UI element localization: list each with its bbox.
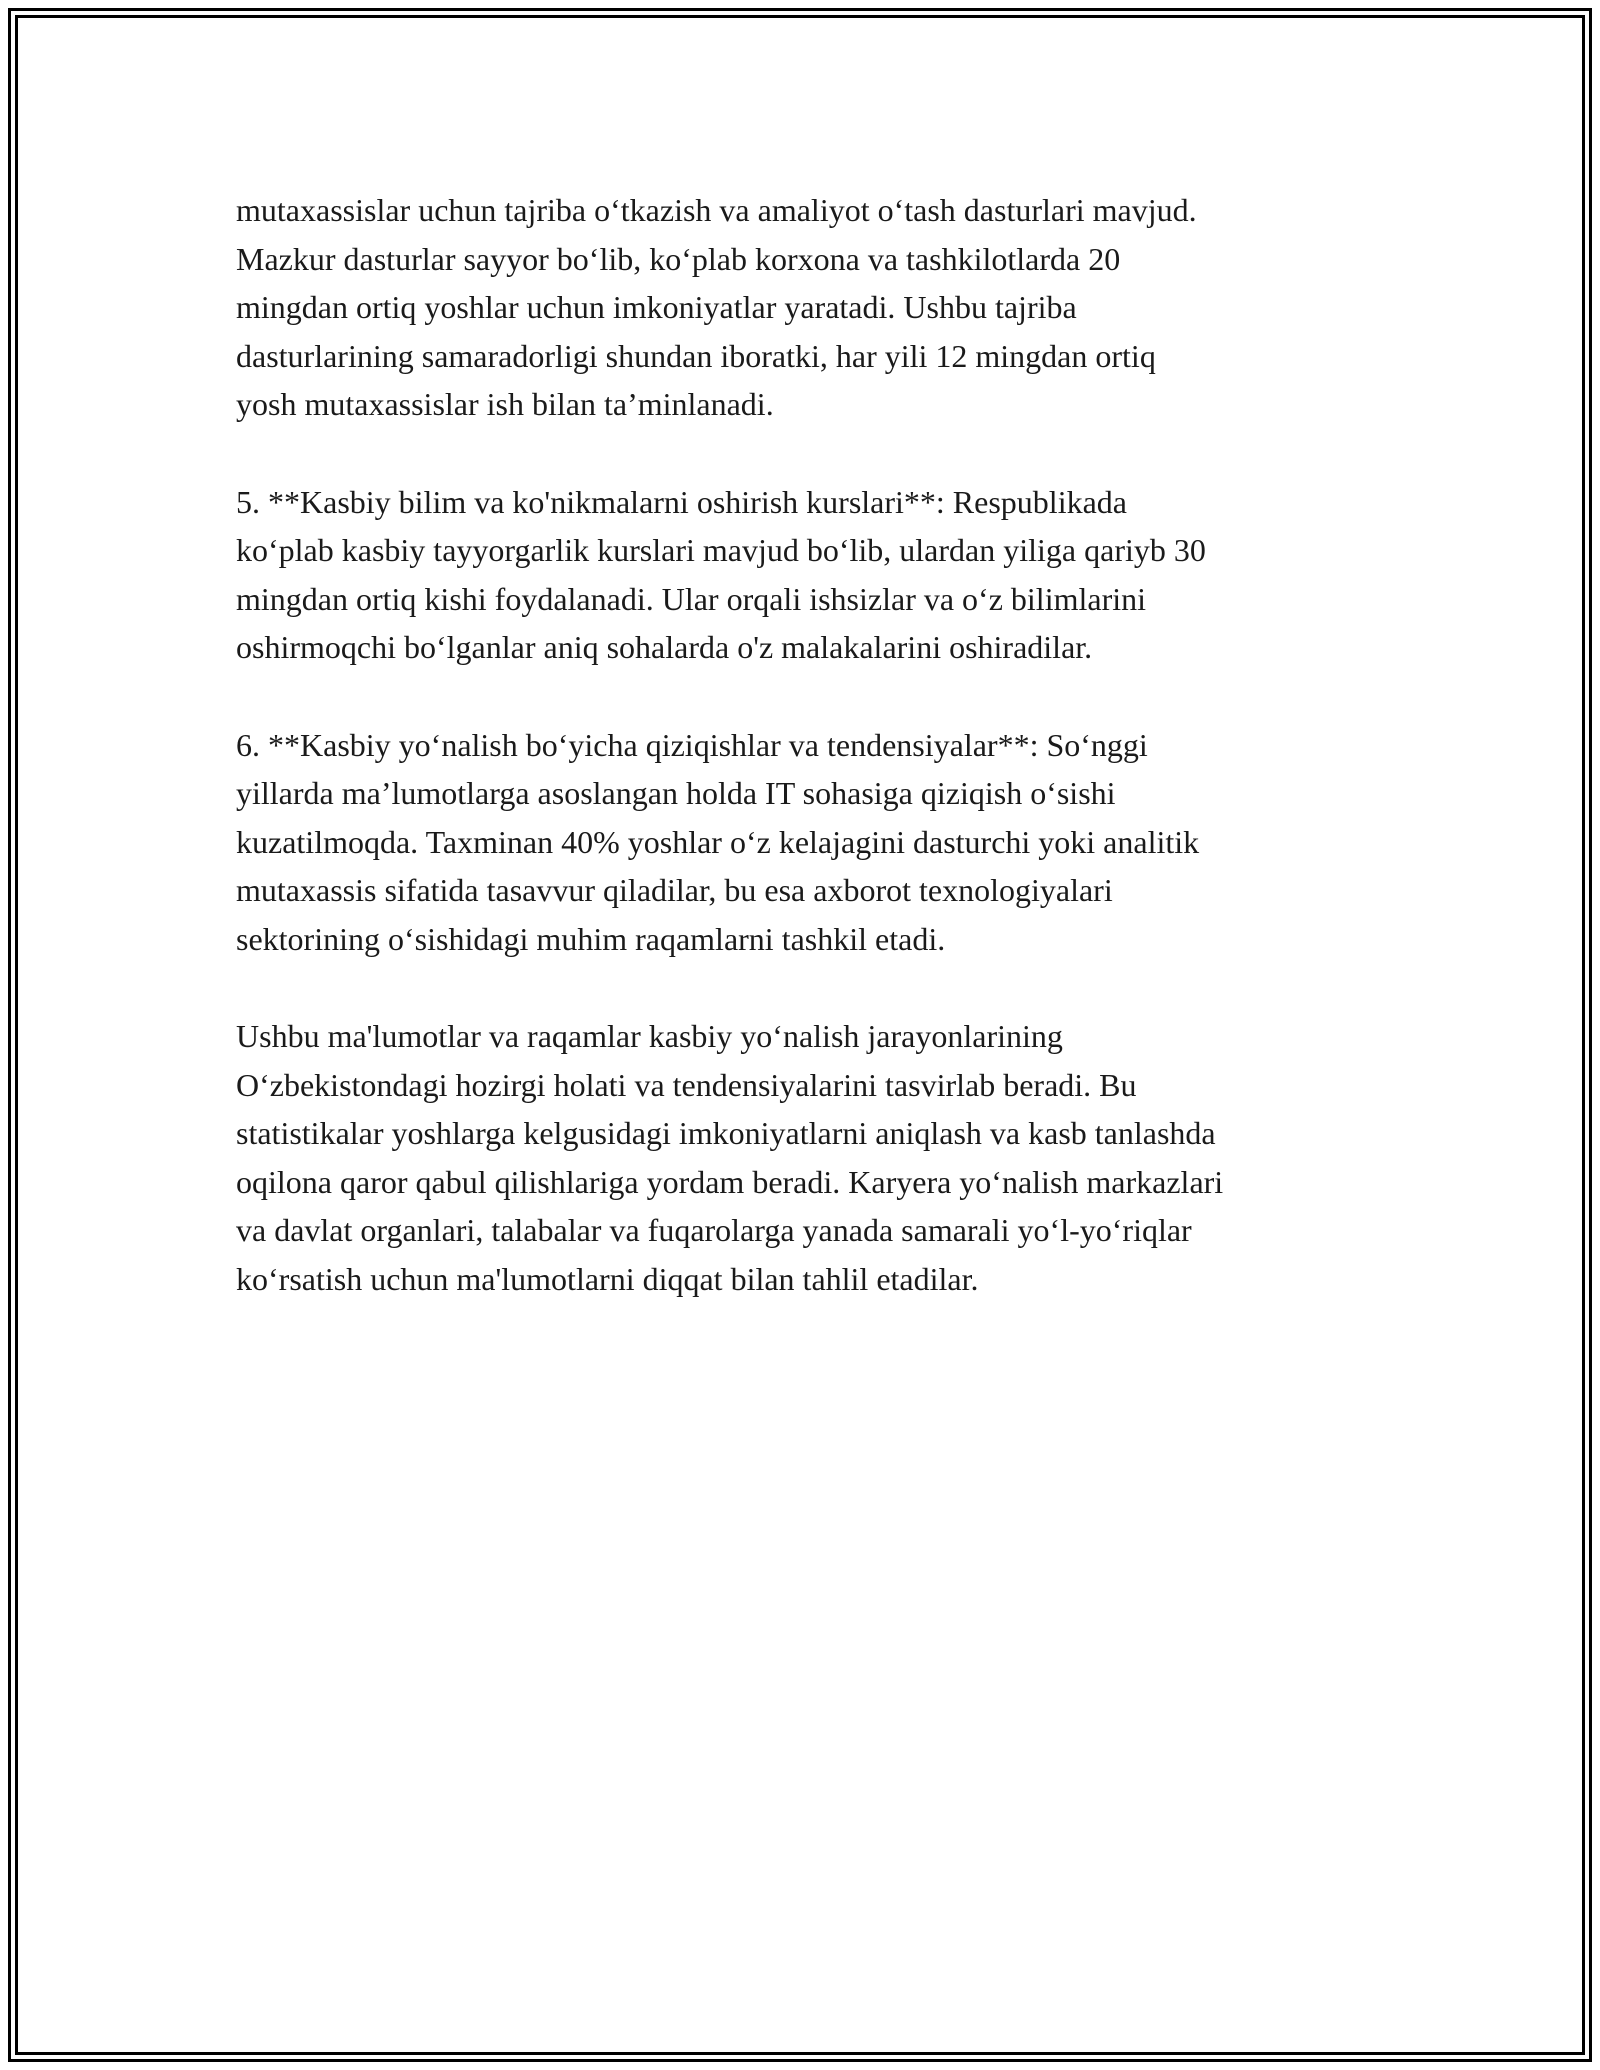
text-line: O‘zbekistondagi hozirgi holati va tendensiyalarini tasvirlab beradi. Bu xyxy=(236,1066,1137,1103)
paragraph-career-interests xyxy=(236,721,1386,964)
text-line: 6. **Kasbiy yo‘nalish bo‘yicha qiziqishlar va tendensiyalar**: So‘nggi xyxy=(236,726,1148,763)
text-line: sektorining o‘sishidagi muhim raqamlarni tashkil etadi. xyxy=(236,920,946,957)
text-line: dasturlarining samaradorligi shundan iboratki, har yili 12 mingdan ortiq xyxy=(236,337,1156,374)
text-line: mingdan ortiq yoshlar uchun imkoniyatlar yaratadi. Ushbu tajriba xyxy=(236,289,1077,326)
paragraph-skills-courses xyxy=(236,478,1386,672)
text-line: 5. **Kasbiy bilim va ko'nikmalarni oshirish kurslari**: Respublikada xyxy=(236,483,1127,520)
document-body xyxy=(236,186,1386,1352)
text-line: va davlat organlari, talabalar va fuqarolarga yanada samarali yo‘l-yo‘riqlar xyxy=(236,1212,1192,1249)
text-line: mutaxassislar uchun tajriba o‘tkazish va amaliyot o‘tash dasturlari mavjud. xyxy=(236,192,1197,228)
paragraph-conclusion xyxy=(236,1012,1386,1304)
text-line: yosh mutaxassislar ish bilan ta’minlanadi. xyxy=(236,386,774,423)
text-line: mutaxassis sifatida tasavvur qiladilar, bu esa axborot texnologiyalari xyxy=(236,872,1113,909)
text-line: oqilona qaror qabul qilishlariga yordam beradi. Karyera yo‘nalish markazlari xyxy=(236,1163,1224,1200)
text-line: Ushbu ma'lumotlar va raqamlar kasbiy yo‘nalish jarayonlarining xyxy=(236,1018,1063,1055)
text-line: ko‘plab kasbiy tayyorgarlik kurslari mavjud bo‘lib, ulardan yiliga qariyb 30 xyxy=(236,532,1206,569)
text-line: yillarda ma’lumotlarga asoslangan holda IT sohasiga qiziqish o‘sishi xyxy=(236,775,1116,812)
text-line: kuzatilmoqda. Taxminan 40% yoshlar o‘z kelajagini dasturchi yoki analitik xyxy=(236,823,1200,860)
text-line: mingdan ortiq kishi foydalanadi. Ular orqali ishsizlar va o‘z bilimlarini xyxy=(236,580,1146,617)
text-line: ko‘rsatish uchun ma'lumotlarni diqqat bilan tahlil etadilar. xyxy=(236,1261,979,1298)
text-line: Mazkur dasturlar sayyor bo‘lib, ko‘plab korxona va tashkilotlarda 20 xyxy=(236,240,1121,277)
text-line: oshirmoqchi bo‘lganlar aniq sohalarda o'z malakalarini oshiradilar. xyxy=(236,629,1093,666)
text-line: statistikalar yoshlarga kelgusidagi imkoniyatlarni aniqlash va kasb tanlashda xyxy=(236,1115,1216,1152)
paragraph-internship-programs xyxy=(236,186,1386,429)
